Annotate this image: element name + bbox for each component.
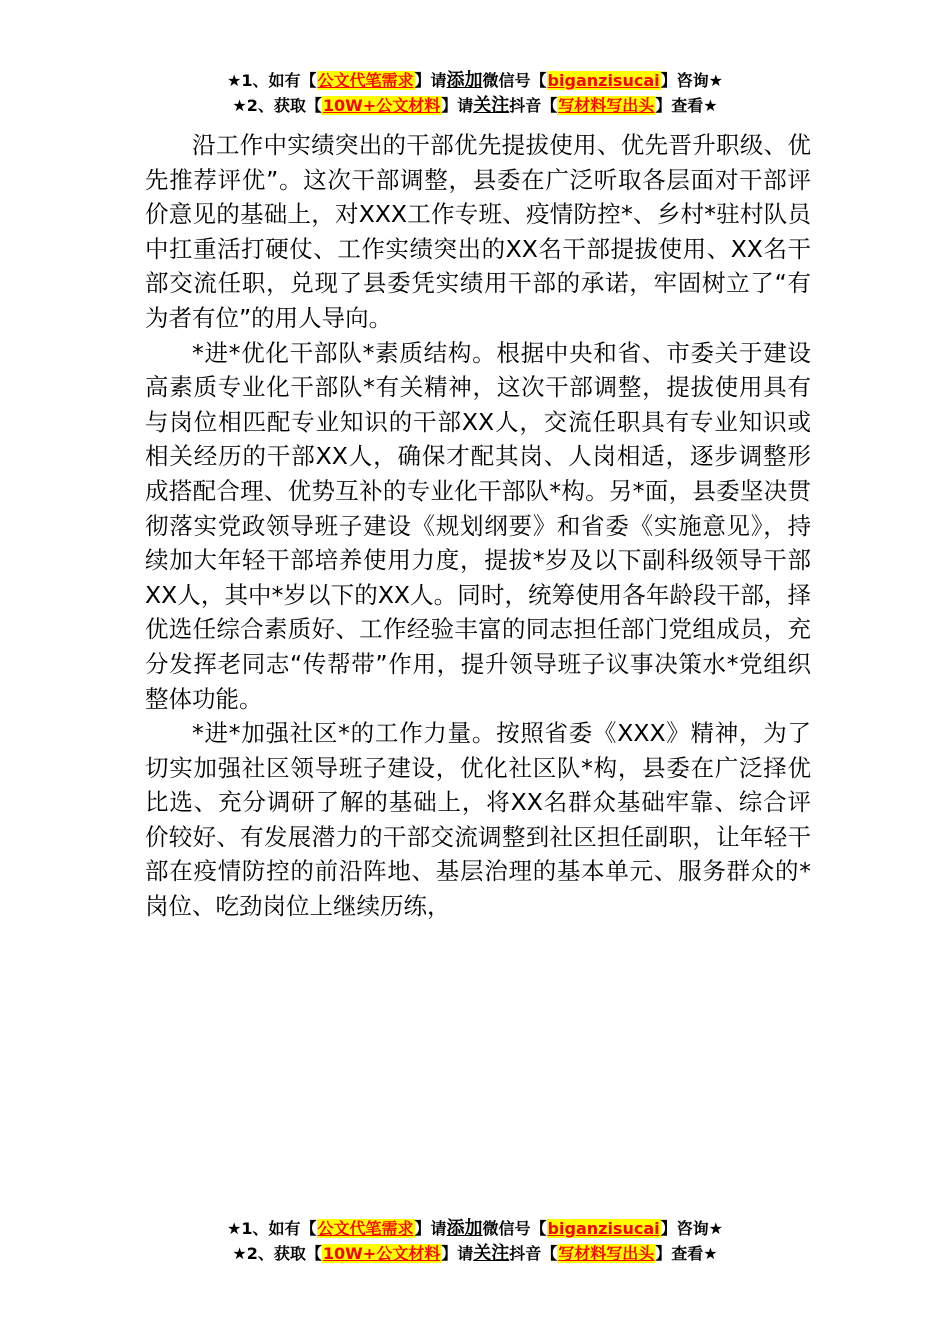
highlight-wechat-id: biganzisucai [547,71,660,90]
banner-line-2: ★2、获取【10W+公文材料】请关注抖音【写材料写出头】查看★ [232,1243,718,1264]
highlight-service: 公文代笔需求 [317,71,414,90]
banner-line-1: ★1、如有【公文代笔需求】请添加微信号【biganzisucai】咨询★ [227,1218,723,1239]
banner-line-1: ★1、如有【公文代笔需求】请添加微信号【biganzisucai】咨询★ [227,70,723,91]
highlight-materials: 10W+公文材料 [322,1244,441,1263]
footer-banner [0,1216,950,1266]
highlight-service: 公文代笔需求 [317,1219,414,1238]
paragraph-2: *进*优化干部队*素质结构。根据中央和省、市委关于建设高素质专业化干部队*有关精神，这次干部调整，提拔使用具有与岗位相匹配专业知识的干部XX人，交流任职具有专业知识或相关经历的干部XX人，确保才配其岗、人岗相适，逐步调整形成搭配合理、优势互补的专业化干部队*构。另*面，县委坚决贯彻落实党政领导班子建设《规划纲要》和省委《实施意见》，持续加大年轻干部培养使用力度，提拔*岁及以下副科级领导干部XX人，其中*岁以下的XX人。同时，统筹使用各年龄段干部，择优选任综合素质好、工作经验丰富的同志担任部门党组成员，充分发挥老同志“传帮带”作用，提升领导班子议事决策水*党组织整体功能。 [145,338,811,713]
highlight-materials: 10W+公文材料 [322,96,441,115]
banner-line-2: ★2、获取【10W+公文材料】请关注抖音【写材料写出头】查看★ [232,95,718,116]
document-body [145,128,811,924]
paragraph-3: *进*加强社区*的工作力量。按照省委《XXX》精神，为了切实加强社区领导班子建设，优化社区队*构，县委在广泛择优比选、充分调研了解的基础上，将XX名群众基础牢靠、综合评价较好、有发展潜力的干部交流调整到社区担任副职，让年轻干部在疫情防控的前沿阵地、基层治理的基本单元、服务群众的*岗位、吃劲岗位上继续历练， [145,719,811,921]
paragraph-1: 沿工作中实绩突出的干部优先提拔使用、优先晋升职级、优先推荐评优”。这次干部调整，县委在广泛听取各层面对干部评价意见的基础上，对XXX工作专班、疫情防控*、乡村*驻村队员中扛重活打硬仗、工作实绩突出的XX名干部提拔使用、XX名干部交流任职，兑现了县委凭实绩用干部的承诺，牢固树立了“有为者有位”的用人导向。 [145,131,811,332]
highlight-douyin: 写材料写出头 [558,96,655,115]
header-banner [0,68,950,118]
highlight-douyin: 写材料写出头 [558,1244,655,1263]
highlight-wechat-id: biganzisucai [547,1219,660,1238]
